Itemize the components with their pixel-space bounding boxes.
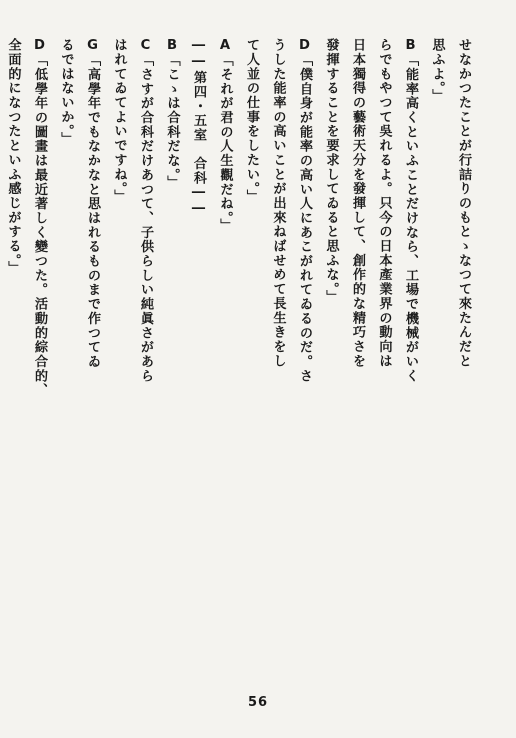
text-column: はれてゐてよいですね。」 [111,38,127,204]
text-column: 思ふよ。」 [429,38,445,104]
text-column: るではないか。」 [58,38,74,147]
page-number: 56 [247,695,269,710]
section-heading: ――第四・五室 合科―― [191,38,206,218]
text-column: A「それが君の人生觀だね。」 [217,38,233,233]
text-column: C「さすが合科だけあつて、子供らしい純眞さがあら [138,38,153,384]
text-column: 全面的になつたといふ感じがする。」 [5,38,21,276]
text-column: G「高學年でもなかなと思はれるものまで作つてゐ [85,38,100,369]
text-column: D「低學年の圖畫は最近著しく變つた。活動的綜合的、 [32,38,47,398]
text-column: B「能率高くといふことだけなら、工場で機械がいく [403,38,418,384]
text-column: B「こゝは合科だな。」 [164,38,180,190]
text-column: て人並の仕事をしたい。」 [244,38,259,204]
text-column: うした能率の高いことが出來ねばせめて長生きをし [270,38,286,369]
vertical-text-block [5,38,476,672]
text-column: 日本獨得の藝術天分を發揮して、創作的な精巧さを [350,38,365,369]
text-column: 發揮することを要求してゐると思ふな。」 [323,38,339,305]
text-column: らでもやつて吳れるよ。只今の日本產業界の動向は [376,38,392,369]
text-column: せなかつたことが行詰りのもとゝなつて來たんだと [456,38,471,369]
text-column: D「僕自身が能率の高い人にあこがれてゐるのだ。さ [297,38,312,384]
